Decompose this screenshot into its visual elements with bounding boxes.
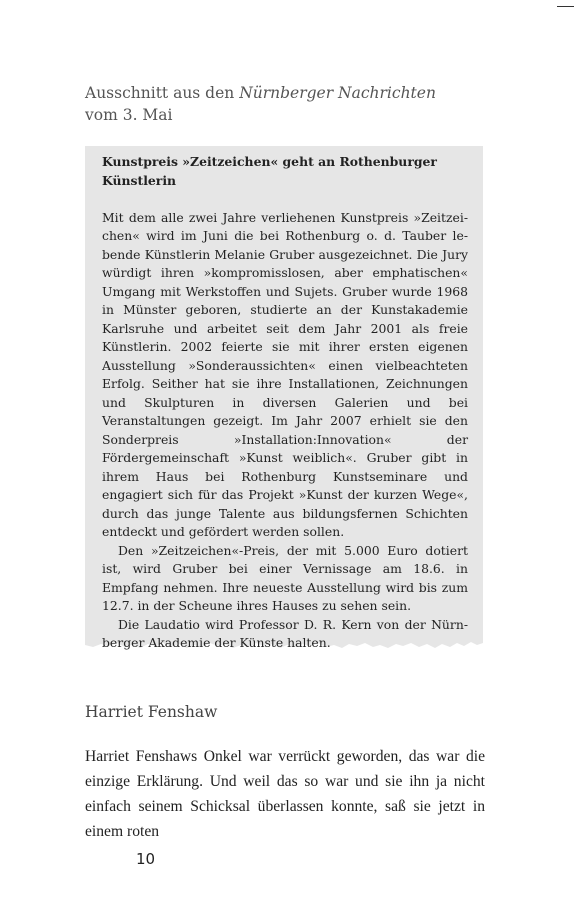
section-title: Harriet Fenshaw bbox=[85, 703, 218, 721]
body-paragraph: Harriet Fenshaws Onkel war verrückt geworden, das war die einzige Erklärung. Und weil das so war und sie ihn ja nicht einfach seinem Schicksal überlassen konnte, saß sie jetzt in einem roten bbox=[85, 748, 485, 840]
headline-line-1: Kunstpreis »Zeitzeichen« geht an Rothenburger bbox=[102, 154, 437, 169]
article-headline bbox=[102, 153, 468, 190]
clipping-article bbox=[102, 153, 468, 653]
caption-prefix: Ausschnitt aus den bbox=[85, 84, 240, 102]
article-paragraph: Den »Zeitzeichen«-Preis, der mit 5.000 Euro dotiert ist, wird Gruber bei einer Vernissage am 18.6. in Empfang nehmen. Ihre neueste Ausstellung wird bis zum 12.7. in der Scheune ihres Hauses zu sehen sein. bbox=[102, 542, 468, 613]
corner-rule bbox=[557, 6, 574, 7]
headline-line-2: Künstlerin bbox=[102, 172, 177, 188]
page-number: 10 bbox=[136, 850, 156, 868]
clipping-caption bbox=[85, 82, 505, 126]
article-paragraph: Die Laudatio wird Professor D. R. Kern von der Nürnberger Akademie der Künste halten. bbox=[102, 616, 468, 650]
caption-date: vom 3. Mai bbox=[85, 106, 173, 124]
caption-newspaper: Nürnberger Nachrichten bbox=[239, 84, 436, 102]
article-paragraph: Mit dem alle zwei Jahre verliehenen Kunstpreis »Zeitzeichen« wird im Juni die bei Rothenburg o. d. Tauber lebende Künstlerin Melanie Gruber ausgezeichnet. Die Jury würdigt ihren »kompromisslosen, aber emphatischen« Umgang mit Werkstoffen und Sujets. Gruber wurde 1968 in Münster geboren, studierte an der Kunstakademie Karlsruhe und arbeitet seit dem Jahr 2001 als freie Künstlerin. 2002 feierte sie mit ihrer ersten eigenen Ausstellung »Sonderaussichten« einen vielbeachteten Erfolg. Seither hat sie ihre Installationen, Zeichnungen und Skulpturen in diversen Galerien und bei Veranstaltungen gezeigt. Im Jahr 2007 erhielt sie den Sonderpreis »Installation:Innovation« der Fördergemeinschaft »Kunst weiblich«. Gruber gibt in ihrem Haus bei Rothenburg Kunstseminare und engagiert sich für das Projekt »Kunst der kurzen Wege«, durch das junge Talente aus bildungsfernen Schichten entdeckt und gefördert werden sollen. bbox=[102, 209, 468, 539]
